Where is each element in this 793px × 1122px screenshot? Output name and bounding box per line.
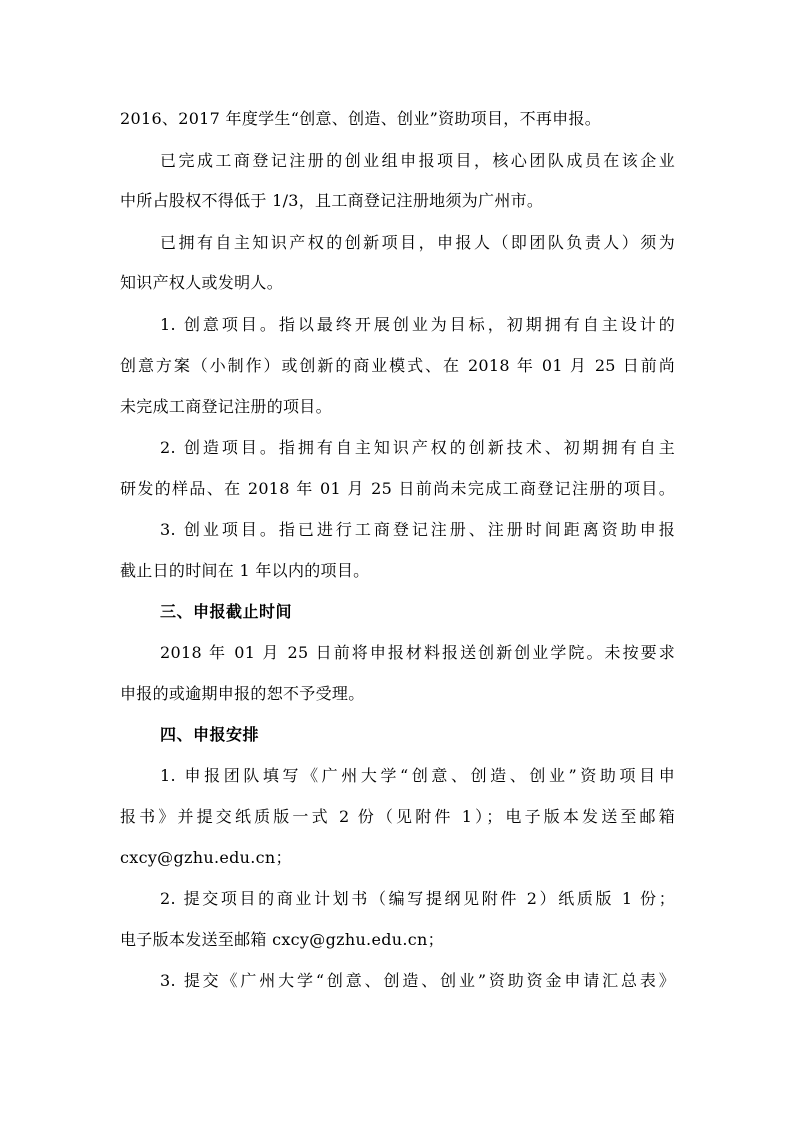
text-line: 知识产权人或发明人。 [120, 273, 284, 292]
text-line: 已拥有自主知识产权的创新项目，申报人（即团队负责人）须为 [160, 233, 675, 252]
text-line: 已完成工商登记注册的创业组申报项目，核心团队成员在该企业 [160, 151, 675, 170]
text-line: 2016、2017 年度学生“创意、创造、创业”资助项目，不再申报。 [120, 109, 602, 128]
section-heading: 四、申报安排 [160, 725, 260, 744]
text-line: 2018 年 01 月 25 日前将申报材料报送创新创业学院。未按要求 [160, 643, 675, 662]
text-line: 未完成工商登记注册的项目。 [120, 397, 332, 416]
text-line: 创意方案（小制作）或创新的商业模式、在 2018 年 01 月 25 日前尚 [120, 356, 675, 375]
text-line: 研发的样品、在 2018 年 01 月 25 日前尚未完成工商登记注册的项目。 [120, 479, 675, 498]
text-line: 电子版本发送至邮箱 cxcy@gzhu.edu.cn； [120, 930, 444, 949]
text-line: 1. 创意项目。指以最终开展创业为目标，初期拥有自主设计的 [160, 315, 675, 334]
text-line: 3. 创业项目。指已进行工商登记注册、注册时间距离资助申报 [160, 520, 675, 539]
text-line: 2. 提交项目的商业计划书（编写提纲见附件 2）纸质版 1 份； [160, 889, 675, 908]
text-line: 申报的或逾期申报的恕不予受理。 [120, 684, 365, 703]
email-text: cxcy@gzhu.edu.cn； [120, 848, 292, 867]
text-line: 报书》并提交纸质版一式 2 份（见附件 1）；电子版本发送至邮箱 [120, 807, 675, 826]
text-line: 截止日的时间在 1 年以内的项目。 [120, 561, 370, 580]
text-line: 中所占股权不得低于 1/3，且工商登记注册地须为广州市。 [120, 191, 544, 210]
text-line: 3. 提交《广州大学“创意、创造、创业”资助资金申请汇总表》 [160, 971, 675, 990]
section-heading: 三、申报截止时间 [160, 602, 293, 621]
text-line: 2. 创造项目。指拥有自主知识产权的创新技术、初期拥有自主 [160, 438, 675, 457]
text-line: 1. 申报团队填写《广州大学“创意、创造、创业”资助项目申 [160, 766, 675, 785]
